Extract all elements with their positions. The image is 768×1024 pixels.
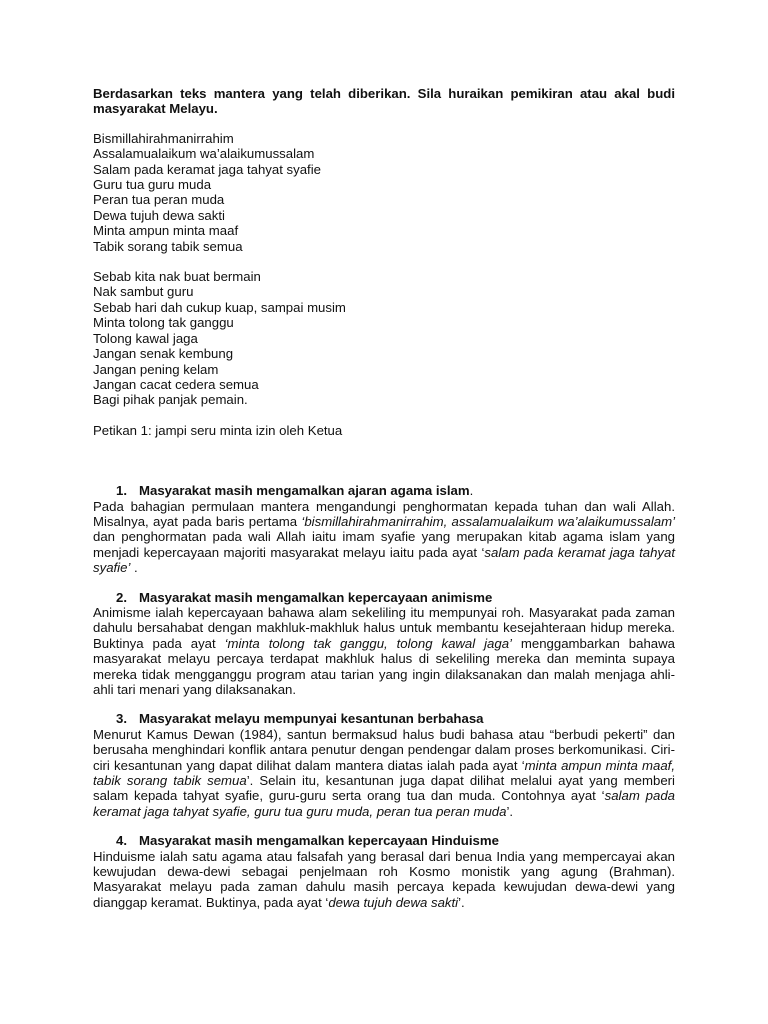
- poem-line: Peran tua peran muda: [93, 192, 225, 208]
- section-1: [93, 483, 675, 575]
- section-3: [93, 711, 675, 819]
- paragraph-text: Hinduisme ialah satu agama atau falsafah yang berasal dari benua India yang mempercayai akan kewujudan dewa-dewi sebagai penjelmaan roh Kosmo monistik yang agung (Brahman). Masyarakat melayu pada zaman dahulu masih percaya kepada kewujudan dewa-dewi yang dianggap keramat. Buktinya, pada ayat ‘: [93, 848, 675, 910]
- quoted-verse: ‘bismillahirahmanirrahim, assalamualaikum wa’alaikumussalam’: [301, 513, 675, 529]
- poem-line: Dewa tujuh dewa sakti: [93, 207, 225, 223]
- poem-line: Guru tua guru muda: [93, 177, 212, 193]
- section-paragraph: [93, 605, 675, 697]
- section-heading: [93, 833, 675, 848]
- section-paragraph: [93, 499, 675, 576]
- paragraph-text: ’. Selain itu, kesantunan juga dapat dilihat melalui ayat yang memberi salam kepada tahyat syafie, guru-guru serta orang tua dan muda. Contohnya ayat ‘: [93, 773, 675, 804]
- poem-line: Sebab hari dah cukup kuap, sampai musim: [93, 299, 346, 315]
- paragraph-text: menggambarkan bahawa masyarakat melayu percaya terdapat makhluk halus di sekeliling mereka dan meminta supaya mereka tidak mengganggu program atau tarian yang ingin dilaksanakan dan malah menjaga ahli-ahli tari menari yang dilaksanakan.: [93, 635, 675, 697]
- paragraph-text: Animisme ialah kepercayaan bahawa alam sekeliling itu mempunyai roh. Masyarakat pada zaman dahulu bersahabat dengan makhluk-makhluk halus untuk membantu kesejahteraan hidup mereka. Buktinya pada ayat: [93, 604, 675, 651]
- section-number: 3.: [116, 711, 127, 727]
- mantera-stanza-2: [93, 269, 675, 408]
- document-page: [93, 86, 675, 924]
- poem-line: Nak sambut guru: [93, 284, 194, 300]
- paragraph-text: .: [130, 560, 138, 576]
- quoted-verse: ‘minta tolong tak ganggu, tolong kawal jaga’: [224, 635, 512, 651]
- section-number: 4.: [116, 833, 127, 849]
- poem-line: Bismillahirahmanirrahim: [93, 130, 234, 146]
- section-number: 1.: [116, 483, 127, 499]
- section-number: 2.: [116, 589, 127, 605]
- quoted-verse: minta ampun minta maaf, tabik sorang tabik semua: [93, 757, 676, 789]
- poem-line: Tolong kawal jaga: [93, 330, 198, 346]
- paragraph-text: dan penghormatan pada wali Allah iaitu imam syafie yang merupakan kitab agama islam yang menjadi kepercayaan majoriti masyarakat melayu iaitu pada ayat ‘: [93, 529, 675, 560]
- paragraph-text: Menurut Kamus Dewan (1984), santun bermaksud halus budi bahasa atau “berbudi pekerti” dan berusaha menghindari konflik antara penutur dengan pendengar dalam proses berkomunikasi. Ciri-ciri kesantunan yang dapat dilihat dalam mantera diatas ialah pada ayat ‘: [93, 726, 675, 773]
- section-heading-text: Masyarakat masih mengamalkan kepercayaan Hinduisme: [139, 833, 499, 849]
- paragraph-text: ’.: [506, 803, 514, 819]
- poem-line: Jangan senak kembung: [93, 346, 234, 362]
- section-heading-text: Masyarakat masih mengamalkan ajaran agama islam: [139, 483, 470, 499]
- quoted-verse: salam pada keramat jaga tahyat syafie, guru tua guru muda, peran tua peran muda: [93, 788, 675, 819]
- section-paragraph: [93, 727, 675, 819]
- section-2: [93, 590, 675, 698]
- section-paragraph: [93, 849, 675, 911]
- section-heading-text: Masyarakat masih mengamalkan kepercayaan animisme: [139, 589, 493, 605]
- poem-line: Jangan pening kelam: [93, 361, 219, 377]
- poem-line: Minta tolong tak ganggu: [93, 315, 234, 331]
- poem-line: Jangan cacat cedera semua: [93, 376, 259, 392]
- poem-line: Tabik sorang tabik semua: [93, 238, 243, 254]
- mantera-stanza-1: [93, 131, 675, 254]
- question-title: Berdasarkan teks mantera yang telah diberikan. Sila huraikan pemikiran atau akal budi masyarakat Melayu.: [93, 86, 675, 117]
- poem-line: Sebab kita nak buat bermain: [93, 269, 261, 285]
- poem-line: Assalamualaikum wa’alaikumussalam: [93, 146, 315, 162]
- poem-line: Minta ampun minta maaf: [93, 223, 239, 239]
- excerpt-caption: Petikan 1: jampi seru minta izin oleh Ketua: [93, 422, 343, 438]
- quoted-verse: dewa tujuh dewa sakti: [328, 894, 459, 910]
- paragraph-text: ’.: [458, 894, 465, 910]
- paragraph-text: Pada bahagian permulaan mantera mengandungi penghormatan kepada tuhan dan wali Allah. Misalnya, ayat pada baris pertama: [93, 498, 675, 529]
- quoted-verse: salam pada keramat jaga tahyat syafie’: [93, 544, 675, 576]
- poem-line: Salam pada keramat jaga tahyat syafie: [93, 161, 321, 177]
- section-heading-suffix: .: [469, 483, 474, 499]
- section-heading: [93, 483, 675, 498]
- section-heading: [93, 590, 675, 605]
- section-4: [93, 833, 675, 910]
- section-heading-text: Masyarakat melayu mempunyai kesantunan berbahasa: [139, 711, 484, 727]
- section-heading: [93, 711, 675, 726]
- poem-line: Bagi pihak panjak pemain.: [93, 392, 248, 408]
